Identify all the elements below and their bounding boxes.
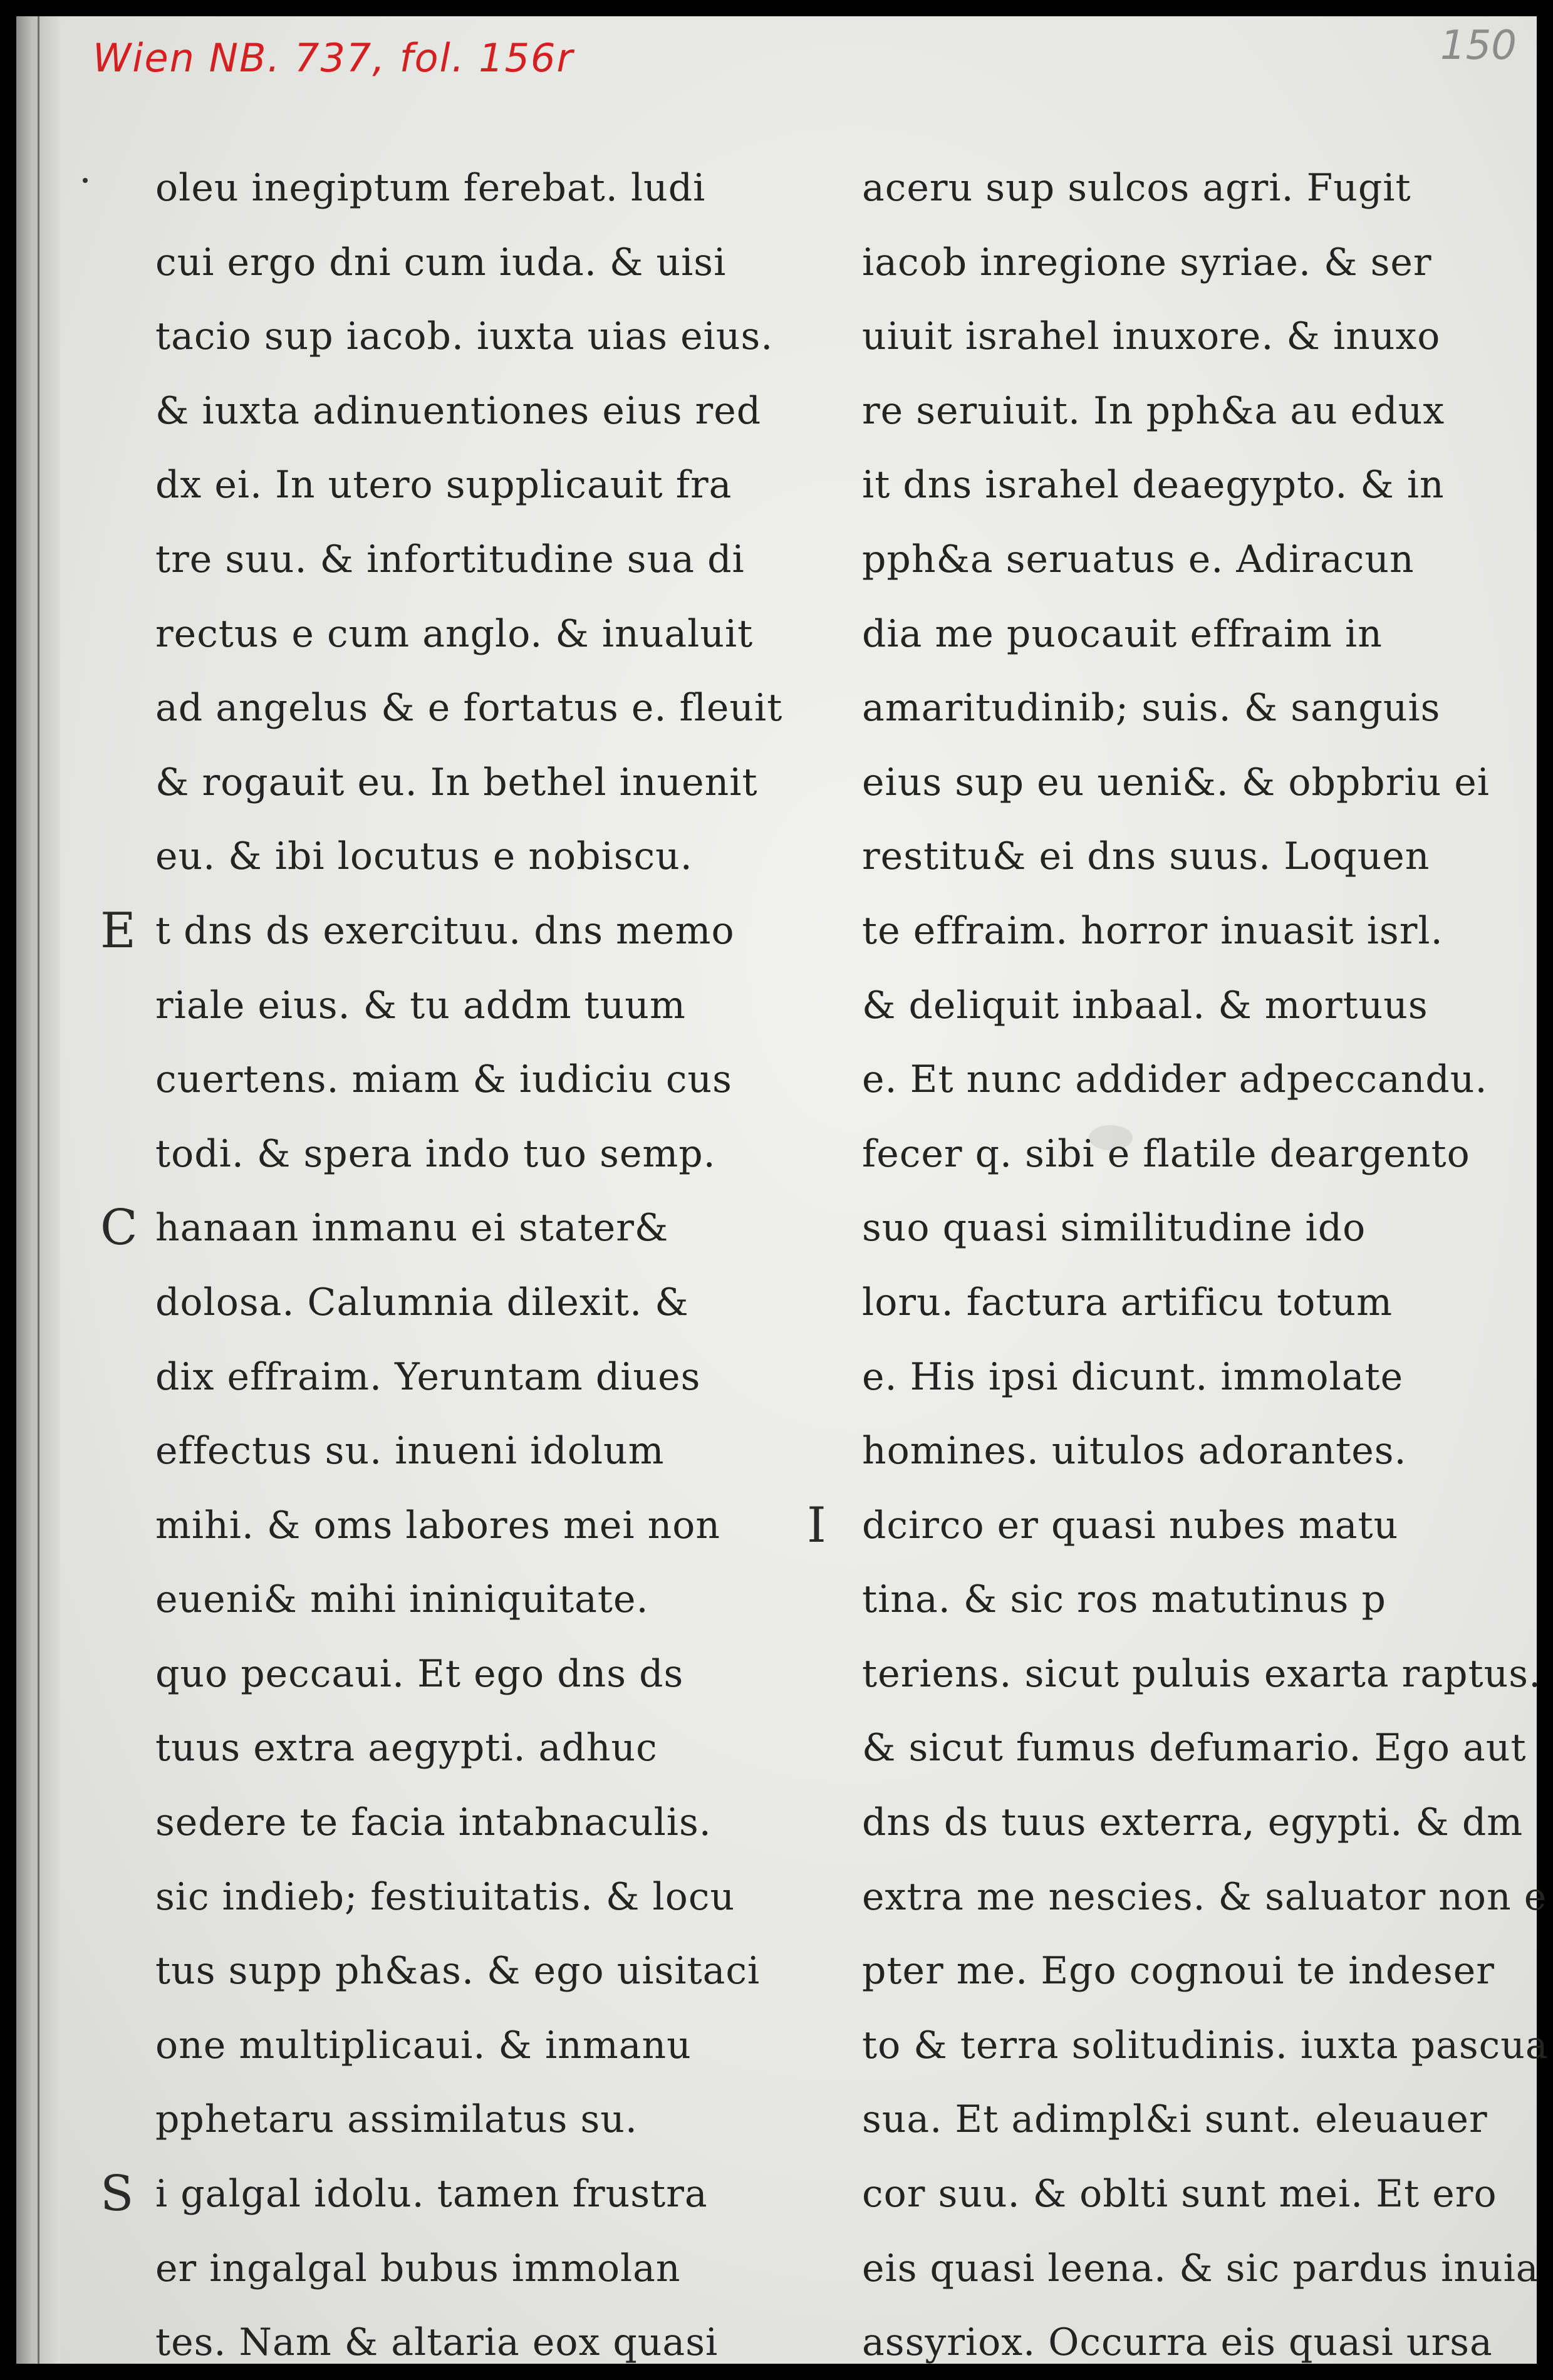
- manuscript-line: [155, 1414, 788, 1489]
- line-text: tre suu. & infortitudine sua di: [155, 537, 745, 581]
- ink-dot: [83, 178, 88, 183]
- line-text: re seruiuit. In pph&a au edux: [862, 388, 1445, 433]
- line-text: uiuit israhel inuxore. & inuxo: [862, 314, 1441, 359]
- initial-letter: E: [100, 902, 137, 959]
- manuscript-line: [862, 1117, 1526, 1192]
- manuscript-line: [155, 1785, 788, 1860]
- manuscript-line: [862, 2305, 1526, 2380]
- line-text: e. His ipsi dicunt. immolate: [862, 1354, 1404, 1399]
- manuscript-line: [862, 226, 1526, 300]
- line-text: te effraim. horror inuasit isrl.: [862, 908, 1443, 953]
- line-text: hanaan inmanu ei stater&: [155, 1206, 669, 1250]
- line-text: & deliquit inbaal. & mortuus: [862, 983, 1428, 1027]
- line-text: dia me puocauit effraim in: [862, 611, 1383, 656]
- manuscript-line: [155, 1711, 788, 1785]
- manuscript-line: [862, 2008, 1549, 2083]
- line-text: dns ds tuus exterra, egypti. & dm: [862, 1801, 1524, 1845]
- manuscript-line: [862, 522, 1526, 597]
- line-text: t dns ds exercituu. dns memo: [155, 908, 735, 953]
- manuscript-line: [862, 1934, 1526, 2008]
- line-text: tes. Nam & altaria eox quasi: [155, 2320, 719, 2365]
- line-text: eius sup eu ueni&. & obpbriu ei: [862, 760, 1490, 804]
- manuscript-line: [807, 1489, 1526, 1563]
- line-text: cui ergo dni cum iuda. & uisi: [155, 240, 727, 284]
- line-text: & sicut fumus defumario. Ego aut: [862, 1726, 1527, 1770]
- line-text: ad angelus & e fortatus e. fleuit: [155, 686, 783, 730]
- manuscript-line: [155, 1265, 788, 1340]
- folio-number: 150: [1440, 23, 1517, 69]
- manuscript-line: [862, 151, 1526, 226]
- manuscript-line: [155, 2232, 788, 2306]
- initial-letter: C: [100, 1200, 138, 1257]
- left-text-column: [100, 151, 788, 2380]
- line-text: aceru sup sulcos agri. Fugit: [862, 166, 1411, 210]
- right-text-column: [807, 151, 1549, 2380]
- manuscript-line: [155, 1340, 788, 1415]
- line-text: er ingalgal bubus immolan: [155, 2246, 681, 2290]
- manuscript-line: [862, 1265, 1526, 1340]
- manuscript-line: [862, 1340, 1526, 1415]
- line-text: eueni& mihi ininiquitate.: [155, 1577, 649, 1622]
- photo-frame: [5, 5, 1548, 2375]
- line-text: riale eius. & tu addm tuum: [155, 983, 686, 1027]
- initial-letter: I: [807, 1497, 827, 1554]
- line-text: assyriox. Occurra eis quasi ursa: [862, 2320, 1493, 2365]
- manuscript-line: [862, 1711, 1526, 1785]
- manuscript-line: [862, 969, 1526, 1043]
- manuscript-line: [155, 1489, 788, 1563]
- line-text: tus supp ph&as. & ego uisitaci: [155, 1949, 761, 1993]
- manuscript-line: [862, 819, 1526, 894]
- manuscript-line: [862, 1414, 1526, 1489]
- manuscript-line: [155, 969, 788, 1043]
- manuscript-line: [155, 299, 788, 374]
- line-text: tina. & sic ros matutinus p: [862, 1577, 1386, 1622]
- manuscript-line: [862, 299, 1526, 374]
- manuscript-line: [862, 2157, 1526, 2232]
- manuscript-line: [862, 448, 1526, 522]
- manuscript-line: [155, 819, 788, 894]
- manuscript-line: [155, 1562, 788, 1637]
- line-text: tuus extra aegypti. adhuc: [155, 1726, 658, 1770]
- binding-gutter: [16, 16, 60, 2364]
- manuscript-line: [155, 448, 788, 522]
- line-text: sedere te facia intabnaculis.: [155, 1801, 712, 1845]
- line-text: dx ei. In utero supplicauit fra: [155, 463, 732, 507]
- line-text: oleu inegiptum ferebat. ludi: [155, 166, 706, 210]
- line-text: amaritudinib; suis. & sanguis: [862, 686, 1441, 730]
- line-text: homines. uitulos adorantes.: [862, 1429, 1407, 1473]
- line-text: it dns israhel deaegypto. & in: [862, 463, 1445, 507]
- manuscript-line: [100, 894, 788, 969]
- line-text: pphetaru assimilatus su.: [155, 2097, 638, 2142]
- line-text: mihi. & oms labores mei non: [155, 1503, 721, 1547]
- manuscript-line: [862, 1562, 1526, 1637]
- line-text: effectus su. inueni idolum: [155, 1429, 665, 1473]
- manuscript-line: [862, 597, 1526, 672]
- manuscript-line: [862, 671, 1526, 746]
- manuscript-page: [16, 16, 1549, 2365]
- initial-letter: S: [100, 2166, 135, 2223]
- line-text: cuertens. miam & iudiciu cus: [155, 1057, 732, 1102]
- manuscript-line: [155, 2305, 788, 2380]
- manuscript-line: [862, 1042, 1526, 1117]
- line-text: rectus e cum anglo. & inualuit: [155, 611, 754, 656]
- manuscript-line: [100, 2157, 788, 2232]
- manuscript-line: [155, 1637, 788, 1712]
- manuscript-line: [155, 671, 788, 746]
- manuscript-line: [862, 374, 1526, 449]
- line-text: pter me. Ego cognoui te indeser: [862, 1949, 1495, 1993]
- manuscript-line: [155, 226, 788, 300]
- manuscript-line: [155, 1934, 788, 2008]
- line-text: one multiplicaui. & inmanu: [155, 2023, 692, 2067]
- line-text: fecer q. sibi e flatile deargento: [862, 1131, 1470, 1176]
- manuscript-line: [155, 1117, 788, 1192]
- line-text: teriens. sicut puluis exarta raptus.: [862, 1651, 1542, 1696]
- manuscript-line: [155, 2008, 788, 2083]
- line-text: dix effraim. Yeruntam diues: [155, 1354, 701, 1399]
- manuscript-line: [155, 2082, 788, 2157]
- line-text: & iuxta adinuentiones eius red: [155, 388, 762, 433]
- line-text: sua. Et adimpl&i sunt. eleuauer: [862, 2097, 1488, 2142]
- manuscript-line: [155, 597, 788, 672]
- line-text: to & terra solitudinis. iuxta pascua: [862, 2023, 1549, 2067]
- manuscript-line: [862, 746, 1526, 820]
- line-text: dcirco er quasi nubes matu: [862, 1503, 1399, 1547]
- line-text: i galgal idolu. tamen frustra: [155, 2172, 708, 2216]
- manuscript-line: [155, 1042, 788, 1117]
- manuscript-line: [862, 1860, 1547, 1935]
- line-text: extra me nescies. & saluator non e: [862, 1874, 1547, 1919]
- manuscript-line: [862, 894, 1526, 969]
- line-text: quo peccaui. Et ego dns ds: [155, 1651, 684, 1696]
- manuscript-line: [155, 522, 788, 597]
- line-text: todi. & spera indo tuo semp.: [155, 1131, 716, 1176]
- manuscript-line: [155, 151, 788, 226]
- manuscript-line: [155, 374, 788, 449]
- line-text: eu. & ibi locutus e nobiscu.: [155, 834, 693, 879]
- line-text: sic indieb; festiuitatis. & locu: [155, 1874, 735, 1919]
- line-text: dolosa. Calumnia dilexit. &: [155, 1280, 689, 1324]
- manuscript-line: [100, 1191, 788, 1265]
- line-text: suo quasi similitudine ido: [862, 1206, 1366, 1250]
- line-text: cor suu. & oblti sunt mei. Et ero: [862, 2172, 1497, 2216]
- manuscript-line: [862, 1637, 1542, 1712]
- line-text: e. Et nunc addider adpeccandu.: [862, 1057, 1488, 1102]
- manuscript-line: [862, 1785, 1526, 1860]
- line-text: tacio sup iacob. iuxta uias eius.: [155, 314, 774, 359]
- manuscript-line: [155, 1860, 788, 1935]
- manuscript-line: [155, 746, 788, 820]
- shelfmark-annotation: Wien NB. 737, fol. 156r: [93, 35, 574, 81]
- manuscript-line: [862, 2082, 1526, 2157]
- line-text: & rogauit eu. In bethel inuenit: [155, 760, 758, 804]
- manuscript-line: [862, 1191, 1526, 1265]
- line-text: eis quasi leena. & sic pardus inuia: [862, 2246, 1539, 2290]
- line-text: iacob inregione syriae. & ser: [862, 240, 1432, 284]
- manuscript-line: [862, 2232, 1539, 2306]
- line-text: pph&a seruatus e. Adiracun: [862, 537, 1415, 581]
- line-text: restitu& ei dns suus. Loquen: [862, 834, 1430, 879]
- line-text: loru. factura artificu totum: [862, 1280, 1393, 1324]
